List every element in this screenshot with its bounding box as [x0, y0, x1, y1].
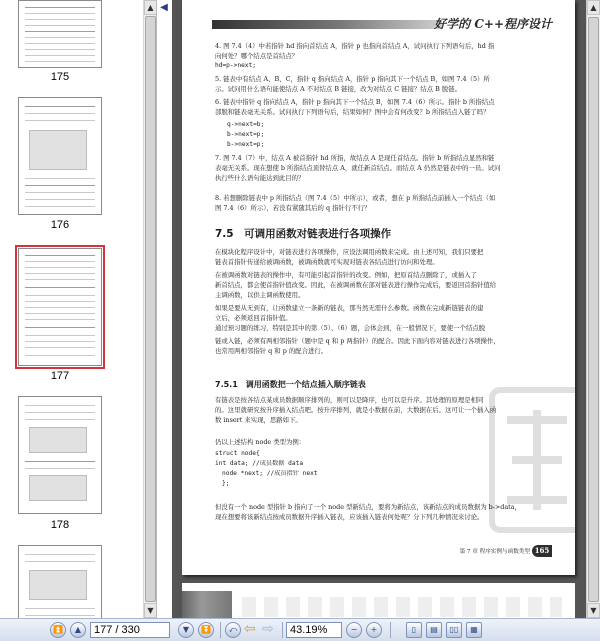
zoom-in-icon[interactable]: +	[366, 622, 382, 638]
facing-pages-icon[interactable]: ▯▯	[446, 622, 462, 638]
scroll-down-icon[interactable]: ▼	[144, 603, 157, 618]
text-line: 5. 链表中有结点 A、B、C，指针 q 指向结点 A，指针 p 指向其下一个结点 B，如图 7.4（5）所	[215, 75, 490, 83]
text-line: 仍以上述结构 node 类型为例：	[215, 438, 306, 446]
text-line: 数 insert 来实现，思路如下。	[215, 416, 302, 424]
text-line: 新首结点，都会使首指针值改变。因此，在被调函数在部对链表进行操作完成后，要返回首指针值给	[215, 281, 497, 289]
code-line: hd=p->next;	[215, 62, 256, 69]
code-line: node *next; //成员指针 next	[222, 470, 318, 477]
previous-page-icon[interactable]: ▲	[70, 622, 86, 638]
text-line: 6. 链表中指针 q 指向结点 A，指针 p 指向其下一个结点 B，如图 7.4（6）所示。指针 b 所指结点	[215, 98, 495, 106]
text-line: 7. 图 7.4（7）中，结点 A 被首指针 hd 所指，故结点 A 是现任首结点。指针 b 所指结点显然和链	[215, 154, 495, 162]
text-line: 执行些什么语句能达到此目的？	[215, 174, 305, 182]
text-line: 链表首指针传递给被调函数，被调函数就可实现对链表各结点进行访问和处理。	[215, 258, 439, 266]
text-line: 表毫无关系。现在想使 b 所指结点顶替结点 A，就任新首结点。而结点 A 仍然是链表中的一员。试问	[215, 164, 501, 172]
thumbnail-label: 176	[50, 219, 70, 231]
text-line: 有链表是按各结点某成员数据顺序排列的，则可以是降序，也可以是升序。其处理的原理是相同	[215, 396, 484, 404]
back-icon[interactable]: ⤺	[225, 622, 241, 638]
code-line: int data; //成员数据 data	[215, 460, 304, 467]
text-line: 的。这里就研究按升序插入结点吧。按升序排列，就是小数据在前，大数据在后。这可让一个插入函	[215, 406, 497, 414]
text-line: 图 7.4（6）所示），若没有紧随其后的 q 指针行不行？	[215, 204, 371, 212]
scrollbar-thumb[interactable]	[145, 16, 156, 602]
go-back-arrow-icon[interactable]: ⇦	[244, 621, 256, 637]
code-line: b->next=p;	[227, 141, 265, 148]
code-line: q->next=b;	[227, 121, 265, 128]
next-page-icon[interactable]: ▼	[178, 622, 194, 638]
thumbnail-label: 177	[50, 370, 70, 382]
thumbnail-page-177-selected[interactable]	[18, 248, 102, 366]
thumbnail-label: 175	[50, 71, 70, 83]
first-page-icon[interactable]: ⏫	[50, 622, 66, 638]
text-line: 示。试问用什么语句能使结点 A 不对结点 B 链接，改为对结点 C 链接？结点 B 脱链。	[215, 85, 462, 93]
thumbnail-scrollbar[interactable]	[143, 0, 157, 618]
text-line: 如果是要从无到有，让函数建立一条新的链表，那当然无需什么参数。函数在完成新链链表的建	[215, 304, 484, 312]
continuous-icon[interactable]: ▤	[426, 622, 442, 638]
text-line: 在被调函数对链表的操作中，有可能引起首指针的改变。例如，把原首结点删除了，或插入了	[215, 271, 478, 279]
text-line: 立后，必须返回首指针值。	[215, 314, 292, 322]
text-line: 现在想要将该新结点按成员数据升序插入链表，应该插入链表何处呢？分下列几种情况来讨论。	[215, 513, 484, 521]
thumbnail-page-178[interactable]	[18, 396, 102, 514]
text-line: 4. 图 7.4（4）中若指针 hd 指向首结点 A，指针 p 也指向首结点 A，试问执行下列语句后，hd 指	[215, 42, 495, 50]
zoom-out-icon[interactable]: −	[346, 622, 362, 638]
thumbnail-label: 178	[50, 519, 70, 531]
code-line: b->next=p;	[227, 131, 265, 138]
scroll-down-icon[interactable]: ▼	[587, 603, 600, 618]
document-scrollbar[interactable]	[586, 0, 600, 618]
last-page-icon[interactable]: ⏬	[198, 622, 214, 638]
page-header	[212, 14, 552, 34]
thumbnail-page-179[interactable]	[18, 545, 102, 618]
running-title: 好学的 C++程序设计	[434, 17, 552, 31]
collapse-panel-icon[interactable]: ◀	[160, 2, 168, 13]
subsection-heading: 7.5.1 调用函数把一个结点插入顺序链表	[215, 380, 366, 389]
scrollbar-thumb[interactable]	[588, 17, 599, 602]
next-page-preview	[182, 583, 575, 618]
thumbnail-panel	[0, 0, 157, 618]
text-line: 也常用两相邻指针 q 和 p 的配合进行。	[215, 347, 328, 355]
page-number-input[interactable]	[90, 622, 170, 638]
code-line: };	[222, 480, 230, 487]
thumbnail-page-175-top[interactable]	[18, 0, 102, 68]
text-line: 部脱和链表毫无关系。试问执行下列语句后，结果如何？图中会有何改变？b 所指结点入链了吗？	[215, 108, 490, 116]
thumbnail-page-176[interactable]	[18, 97, 102, 215]
text-line: 通过预习题的练习，特别是其中的第（5）、（6）题，会体会到，在一般情况下，要使一个结点脱	[215, 324, 486, 332]
zoom-input[interactable]	[286, 622, 342, 638]
text-line: 但没有一个 node 型指针 b 指向了一个 node 型新结点，要将为新结点，该新结点的成员数据为 b->data，	[215, 503, 521, 511]
scroll-up-icon[interactable]: ▲	[587, 0, 600, 15]
text-line: 主调函数，以供主调函数使用。	[215, 291, 305, 299]
navigation-toolbar	[0, 618, 600, 641]
scroll-up-icon[interactable]: ▲	[144, 0, 157, 15]
text-line: 链或入链，必须有两相邻指针（题中是 q 和 p 两指针）的配合。因此下面内容对链表进行各项操作，	[215, 337, 500, 345]
continuous-facing-icon[interactable]: ▦	[466, 622, 482, 638]
pdf-page	[182, 0, 575, 575]
page-footer	[422, 545, 552, 557]
footer-chapter: 第 7 章 程序实例与函数类型	[459, 549, 530, 555]
code-line: struct node{	[215, 450, 260, 457]
go-forward-arrow-icon[interactable]: ⇨	[262, 621, 274, 637]
page-number: 165	[532, 545, 552, 557]
single-page-icon[interactable]: ▯	[406, 622, 422, 638]
text-line: 在模块化程序设计中，对链表进行各项操作，应设法调用函数来完成。由上述可知，我们只要把	[215, 248, 484, 256]
section-heading: 7.5 可调用函数对链表进行各项操作	[215, 228, 392, 240]
text-line: 向何处？哪个结点是首结点？	[215, 52, 299, 60]
watermark-icon	[482, 380, 575, 540]
document-view[interactable]	[172, 0, 586, 618]
text-line: 8. 若想删除链表中 p 所指结点（图 7.4（5）中所示），或者，想在 p 所指结点前插入一个结点（如	[215, 194, 496, 202]
